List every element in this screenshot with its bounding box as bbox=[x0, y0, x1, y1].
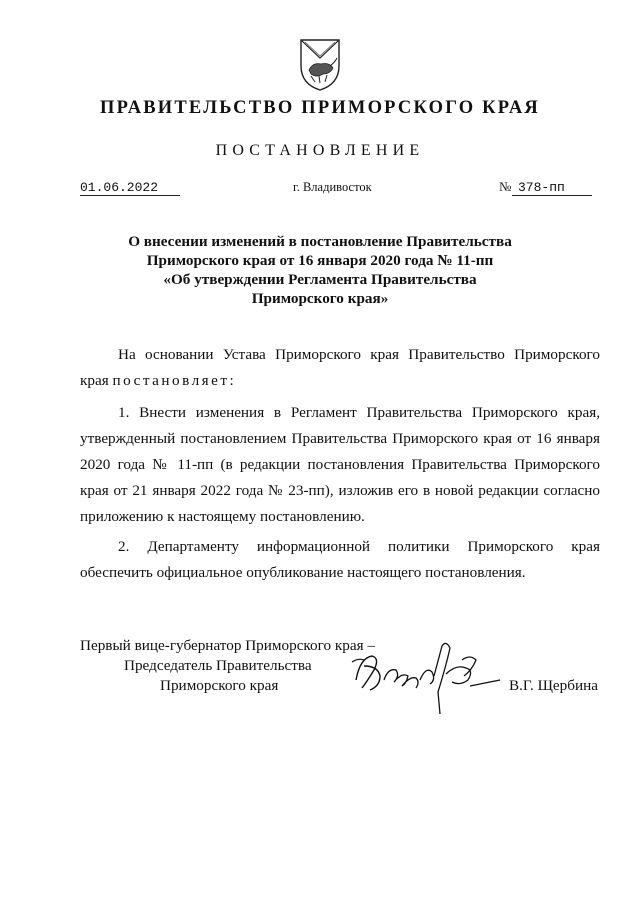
paragraph-line: приложению к настоящему постановлению. bbox=[80, 508, 365, 525]
number-label: № bbox=[499, 179, 512, 194]
paragraph-item-1 bbox=[80, 400, 600, 530]
document-city: г. Владивосток bbox=[293, 180, 372, 194]
title-line: Приморского края» bbox=[251, 290, 389, 307]
title-line: Приморского края от 16 января 2020 года № 11-пп bbox=[146, 252, 494, 269]
preamble-text: края bbox=[80, 372, 113, 389]
paragraph-line: края от 21 января 2022 года № 23-пп), изложив его в новой редакции согласно bbox=[80, 482, 600, 499]
signatory-position-line3: Приморского края bbox=[160, 677, 279, 694]
resolves-word: постановляет: bbox=[112, 372, 237, 389]
paragraph-line: 2. Департаменту информационной политики Приморского края bbox=[118, 538, 600, 555]
organization-name: ПРАВИТЕЛЬСТВО ПРИМОРСКОГО КРАЯ bbox=[99, 98, 540, 118]
paragraph-line bbox=[80, 368, 600, 394]
document-date: 01.06.2022 bbox=[80, 180, 159, 195]
title-line: «Об утверждении Регламента Правительства bbox=[163, 271, 477, 288]
paragraph-line: На основании Устава Приморского края Правительство Приморского bbox=[118, 346, 600, 363]
date-underline bbox=[80, 195, 180, 196]
coat-of-arms-icon bbox=[297, 36, 343, 92]
document-title bbox=[90, 232, 550, 308]
number-underline bbox=[512, 195, 592, 196]
signatory-name: В.Г. Щербина bbox=[509, 677, 598, 694]
paragraph-line: утвержденный постановлением Правительства Приморского края от 16 января bbox=[80, 430, 600, 447]
title-line: О внесении изменений в постановление Правительства bbox=[128, 233, 512, 250]
document-type: ПОСТАНОВЛЕНИЕ bbox=[215, 142, 425, 159]
paragraph-preamble bbox=[80, 342, 600, 394]
paragraph-item-2 bbox=[80, 534, 600, 586]
paragraph-line: обеспечить официальное опубликование настоящего постановления. bbox=[80, 564, 526, 581]
signatory-position-line1: Первый вице-губернатор Приморского края – bbox=[80, 637, 375, 654]
handwritten-signature-icon bbox=[350, 636, 510, 716]
paragraph-line: 1. Внести изменения в Регламент Правительства Приморского края, bbox=[118, 404, 600, 421]
signatory-position-line2: Председатель Правительства bbox=[124, 657, 312, 674]
paragraph-line: 2020 года № 11-пп (в редакции постановления Правительства Приморского bbox=[80, 456, 600, 473]
document-number: 378-пп bbox=[518, 180, 565, 195]
